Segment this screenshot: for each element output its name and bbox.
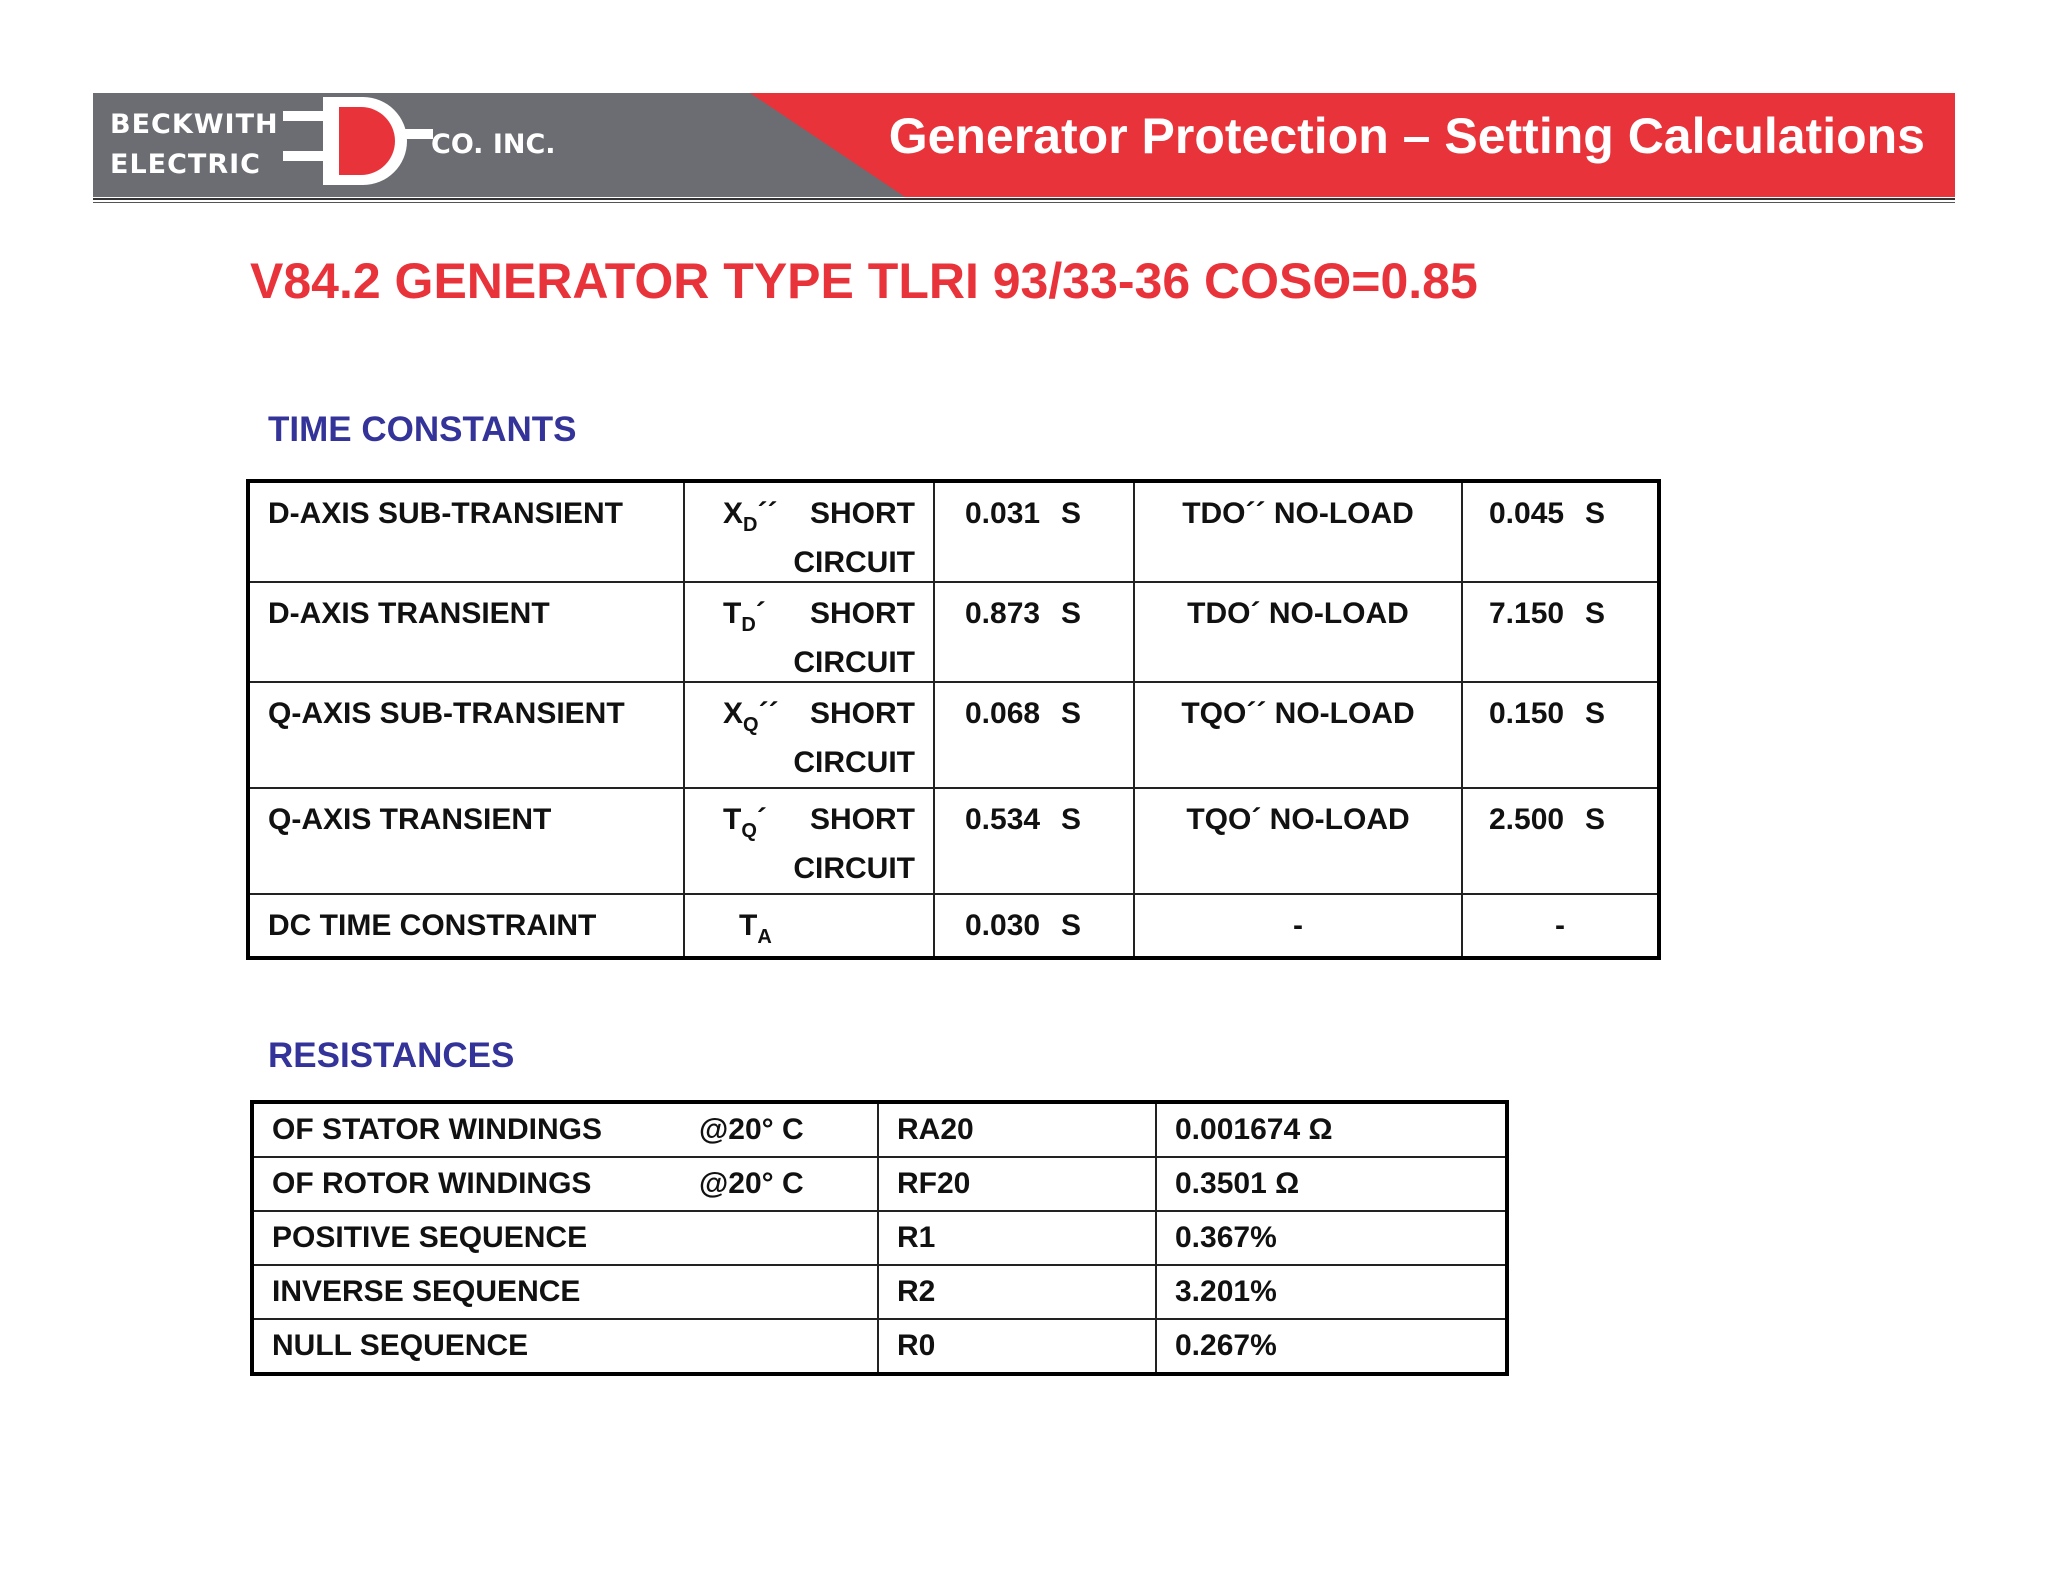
resistance-symbol: RA20: [878, 1102, 1156, 1157]
noload-label: TDO´ NO-LOAD: [1134, 582, 1462, 682]
value-cell: 0.873 S: [934, 582, 1134, 682]
resistance-value: 3.201%: [1156, 1265, 1507, 1319]
param-name: D-AXIS TRANSIENT: [248, 582, 684, 682]
table-row: [252, 1102, 1507, 1157]
table-row: [248, 682, 1659, 788]
resistances-heading: RESISTANCES: [268, 1036, 515, 1075]
short-label: SHORT: [810, 697, 915, 730]
param-name: DC TIME CONSTRAINT: [248, 894, 684, 958]
logo-text-beckwith: BECKWITH: [110, 109, 279, 140]
short-label: SHORT: [810, 597, 915, 630]
table-row: [248, 894, 1659, 958]
resistance-symbol: R0: [878, 1319, 1156, 1374]
short-label: SHORT: [810, 497, 915, 530]
value-cell: 0.068 S: [934, 682, 1134, 788]
noload-value-cell: 0.045 S: [1462, 481, 1659, 582]
circuit-label: CIRCUIT: [793, 852, 915, 885]
symbol-cell: [684, 582, 934, 682]
symbol: $X_Q´´$: [723, 697, 779, 736]
noload-label: TQO´´ NO-LOAD: [1134, 682, 1462, 788]
header-title: Generator Protection – Setting Calculations: [888, 108, 1925, 164]
param-name: Q-AXIS SUB-TRANSIENT: [248, 682, 684, 788]
value-cell: 0.031 S: [934, 481, 1134, 582]
noload-value-cell: -: [1462, 894, 1659, 958]
symbol-cell: [684, 894, 934, 958]
page-title: V84.2 GENERATOR TYPE TLRI 93/33-36 COSΘ=0.85: [250, 253, 1478, 309]
param-name: D-AXIS SUB-TRANSIENT: [248, 481, 684, 582]
value-cell: 0.030 S: [934, 894, 1134, 958]
resistances-table: [250, 1100, 1509, 1376]
circuit-label: CIRCUIT: [793, 646, 915, 679]
resistance-value: 0.001674 Ω: [1156, 1102, 1507, 1157]
noload-label: TDO´´ NO-LOAD: [1134, 481, 1462, 582]
symbol-cell: [684, 682, 934, 788]
noload-value-cell: 0.150 S: [1462, 682, 1659, 788]
noload-value-cell: 7.150 S: [1462, 582, 1659, 682]
time-constants-heading: TIME CONSTANTS: [268, 410, 577, 449]
table-row: [252, 1265, 1507, 1319]
resistance-name-cell: OF ROTOR WINDINGS @20° C: [252, 1157, 878, 1211]
circuit-label: CIRCUIT: [793, 746, 915, 779]
value-cell: 0.534 S: [934, 788, 1134, 894]
table-row: [252, 1211, 1507, 1265]
temperature-condition: @20° C: [699, 1113, 804, 1146]
company-logo-d-icon: [283, 93, 433, 197]
resistance-name: NULL SEQUENCE: [252, 1319, 878, 1374]
table-row: [252, 1157, 1507, 1211]
resistance-value: 0.267%: [1156, 1319, 1507, 1374]
resistance-value: 0.3501 Ω: [1156, 1157, 1507, 1211]
resistance-symbol: RF20: [878, 1157, 1156, 1211]
noload-value-cell: 2.500 S: [1462, 788, 1659, 894]
logo-text-co-inc: CO. INC.: [431, 129, 556, 160]
param-name: Q-AXIS TRANSIENT: [248, 788, 684, 894]
resistance-value: 0.367%: [1156, 1211, 1507, 1265]
resistance-name: INVERSE SEQUENCE: [252, 1265, 878, 1319]
logo-text-electric: ELECTRIC: [110, 149, 261, 180]
table-row: [252, 1319, 1507, 1374]
short-label: SHORT: [810, 803, 915, 836]
time-constants-table: [246, 479, 1661, 960]
table-row: [248, 582, 1659, 682]
resistance-symbol: R1: [878, 1211, 1156, 1265]
resistance-symbol: R2: [878, 1265, 1156, 1319]
noload-label: -: [1134, 894, 1462, 958]
table-row: [248, 481, 1659, 582]
symbol-cell: [684, 481, 934, 582]
symbol-cell: [684, 788, 934, 894]
header-rule: [93, 198, 1955, 200]
noload-label: TQO´ NO-LOAD: [1134, 788, 1462, 894]
header-rule-thin: [93, 202, 1955, 203]
header-banner: [93, 93, 1955, 197]
symbol: $T_Q´$: [723, 803, 767, 842]
symbol: $T_A$: [739, 909, 772, 948]
resistance-name-cell: OF STATOR WINDINGS @20° C: [252, 1102, 878, 1157]
table-row: [248, 788, 1659, 894]
resistance-name: POSITIVE SEQUENCE: [252, 1211, 878, 1265]
circuit-label: CIRCUIT: [793, 546, 915, 579]
temperature-condition: @20° C: [699, 1167, 804, 1200]
symbol: $T_D´$: [723, 597, 766, 636]
symbol: $X_D´´$: [723, 497, 778, 536]
